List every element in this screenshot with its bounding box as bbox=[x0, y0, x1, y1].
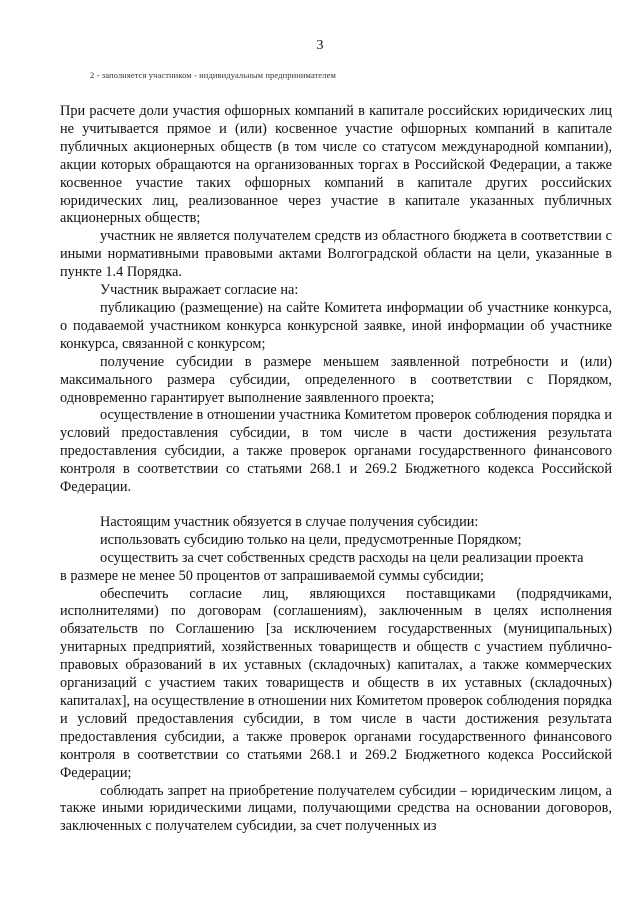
paragraph: публикацию (размещение) на сайте Комитета информации об участнике конкурса, о подаваемой участником конкурса конкурсной заявке, иной информации об участнике конкурса, связанной с конкурсом; bbox=[60, 299, 612, 352]
paragraph: участник не является получателем средств из областного бюджета в соответствии с иными нормативными правовыми актами Волгоградской области на цели, указанные в пункте 1.4 Порядка. bbox=[60, 228, 612, 281]
paragraph: соблюдать запрет на приобретение получателем субсидии – юридическим лицом, а также иными юридическими лицами, получающими средства на основании договоров, заключенных с получателем субсидии, за счет полученных из bbox=[60, 782, 612, 835]
document-body bbox=[60, 103, 612, 836]
paragraph: использовать субсидию только на цели, предусмотренные Порядком; bbox=[100, 531, 522, 548]
paragraph: осуществить за счет собственных средств расходы на цели реализации проекта bbox=[100, 549, 584, 566]
paragraph: получение субсидии в размере меньшем заявленной потребности и (или) максимального размера субсидии, определенного в соответствии с Порядком, одновременно гарантирует выполнение заявленного проекта; bbox=[60, 353, 612, 406]
paragraph: осуществление в отношении участника Комитетом проверок соблюдения порядка и условий предоставления субсидии, в том числе в части достижения результата предоставления субсидии, а также проверок органами государственного финансового контроля в соответствии со статьями 268.1 и 269.2 Бюджетного кодекса Российской Федерации. bbox=[60, 407, 612, 496]
page-number: 3 bbox=[316, 38, 324, 53]
paragraph: в размере не менее 50 процентов от запрашиваемой суммы субсидии; bbox=[60, 567, 484, 584]
paragraph: Настоящим участник обязуется в случае получения субсидии: bbox=[100, 513, 479, 530]
paragraph: обеспечить согласие лиц, являющихся поставщиками (подрядчиками, исполнителями) по договорам (соглашениям), заключенным в целях исполнения обязательств по Соглашению [за исключением государственных (муниципальных) унитарных предприятий, хозяйственных товариществ и обществ с участием публично-правовых образований в их уставных (складочных) капиталах, а также коммерческих организаций с участием таких товариществ и обществ в их уставных (складочных) капиталах], на осуществление в отношении них Комитетом проверок соблюдения порядка и условий предоставления субсидии, в том числе в части достижения результата предоставления субсидии, а также проверок органами государственного финансового контроля в соответствии со статьями 268.1 и 269.2 Бюджетного кодекса Российской Федерации; bbox=[60, 585, 612, 781]
footnote: 2 - заполняется участником - индивидуальным предпринимателем bbox=[90, 70, 336, 80]
paragraph: Участник выражает согласие на: bbox=[100, 282, 299, 299]
paragraph: При расчете доли участия офшорных компаний в капитале российских юридических лиц не учитывается прямое и (или) косвенное участие офшорных компаний в капитале публичных акционерных обществ (в том числе со статусом международной компании), акции которых обращаются на организованных торгах в Российской Федерации, а также косвенное участие таких офшорных компаний в капитале других российских юридических лиц, реализованное через участие в капитале указанных публичных акционерных обществ; bbox=[60, 103, 612, 227]
